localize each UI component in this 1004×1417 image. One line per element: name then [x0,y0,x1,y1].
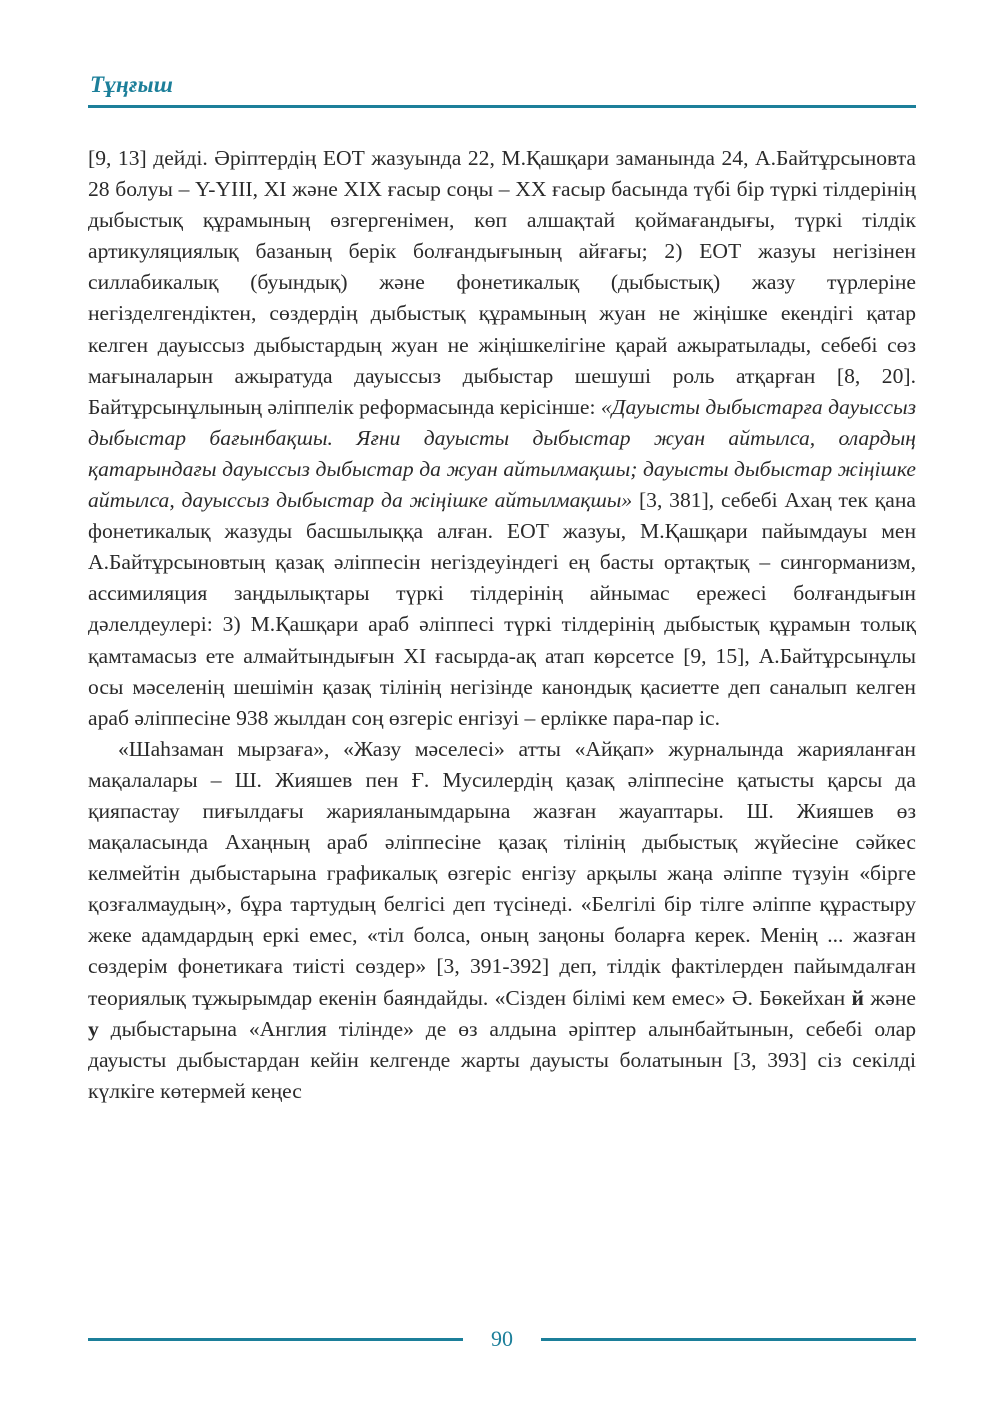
paragraph-2-text-start: «Шаһзаман мырзаға», «Жазу мәселесі» атты «Айқап» журналында жарияланған мақалалары – Ш. Жияшев пен Ғ. Мусилердің қазақ әліппесіне қатысты қарсы да қияпастау пиғылдағы жарияланымдарына жазған жауаптары. Ш. Жияшев өз мақаласында Ахаңның араб әліппесіне қазақ тілінің дыбыстық жүйесіне сәйкес келмейтін дыбыстарына графикалық өзгеріс енгізу арқылы жаңа әліппе түзуін «бірге қозғалмаудың», бұра тартудың белгісі деп түсінеді. «Белгілі бір тілге әліппе құрастыру жеке адамдардың еркі емес, «тіл болса, оның заңоны боларға керек. Менің ... жазған сөздерім фонетикаға тиісті сөздер» [3, 391-392] деп, тілдік фактілерден пайымдалған теориялық тұжырымдар екенін баяндайды. «Сізден білімі кем емес» Ә. Бөкейхан [88,736,916,1010]
body-text [88,143,916,1107]
paragraph-2-bold-letter-1: й [851,985,864,1010]
paragraph-1 [88,143,916,734]
footer-rule-left [88,1338,463,1341]
paragraph-1-quote: «Дауысты дыбыстарға дауыссыз дыбыстар бағынбақшы. Яғни дауысты дыбыстар жуан айтылса, олардың қатарындағы дауыссыз дыбыстар да жуан айтылмақшы; дауысты дыбыстар жіңішке айтылса, дауыссыз дыбыстар да жіңішке айтылмақшы» [88,394,916,513]
page-number: 90 [491,1326,513,1351]
paragraph-1-text-start: [9, 13] дейді. Әріптердің ЕОТ жазуында 22, М.Қашқари заманында 24, А.Байтұрсыновта 28 болуы – Y-YIII, XI және XIX ғасыр соңы – XX ғасыр басында түбі бір түркі тілдерінің дыбыстық құрамының өзгергенімен, көп алшақтай қоймағандығы, түркі тілдік артикуляциялық базаның берік болғандығының айғағы; 2) ЕОТ жазуы негізінен силлабикалық (буындық) және фонетикалық (дыбыстық) жазу түрлеріне негізделгендіктен, сөздердің дыбыстық құрамының жуан не жіңішке екендігі қатар келген дауыссыз дыбыстардың жуан не жіңішкелігіне қарай ажыратылады, себебі сөз мағыналарын ажыратуда дауыссыз дыбыстар шешуші роль атқарған [8, 20]. Байтұрсынұлының әліппелік реформасында керісінше: [88,146,916,419]
paragraph-1-text-end: [3, 381], себебі Ахаң тек қана фонетикалық жазуды басшылыққа алған. ЕОТ жазуы, М.Қашқари пайымдауы мен А.Байтұрсыновтың қазақ әліппесін негіздеуіндегі ең басты ортақтық – сингорманизм, ассимиляция заңдылықтары түркі тілдерінің айнымас ережесі болғандығын дәлелдеулері: 3) М.Қашқари араб әліппесі түркі тілдерінің дыбыстық құрамын толық қамтамасыз ете алмайтындығын XI ғасырда-ақ атап көрсетсе [9, 15], А.Байтұрсынұлы осы мәселенің шешімін қазақ тілінің негізінде канондық қасиетте деп саналып келген араб әліппесіне 938 жылдан соң өзгеріс енгізуі – ерлікке пара-пар іс. [88,488,917,730]
paragraph-2-text-mid: және [863,985,916,1010]
paragraph-2 [88,734,916,1107]
paragraph-2-text-end: дыбыстарына «Англия тілінде» де өз алдына әріптер алынбайтынын, себебі олар дауысты дыбыстардан кейін келгенде жарты дауысты болатынын [3, 393] сіз секілді күлкіге көтермей кеңес [88,1016,916,1103]
paragraph-2-bold-letter-2: у [88,1016,99,1041]
footer-rule-right [541,1338,916,1341]
running-header-title: Тұңғыш [90,72,174,97]
header-rule [88,105,916,108]
